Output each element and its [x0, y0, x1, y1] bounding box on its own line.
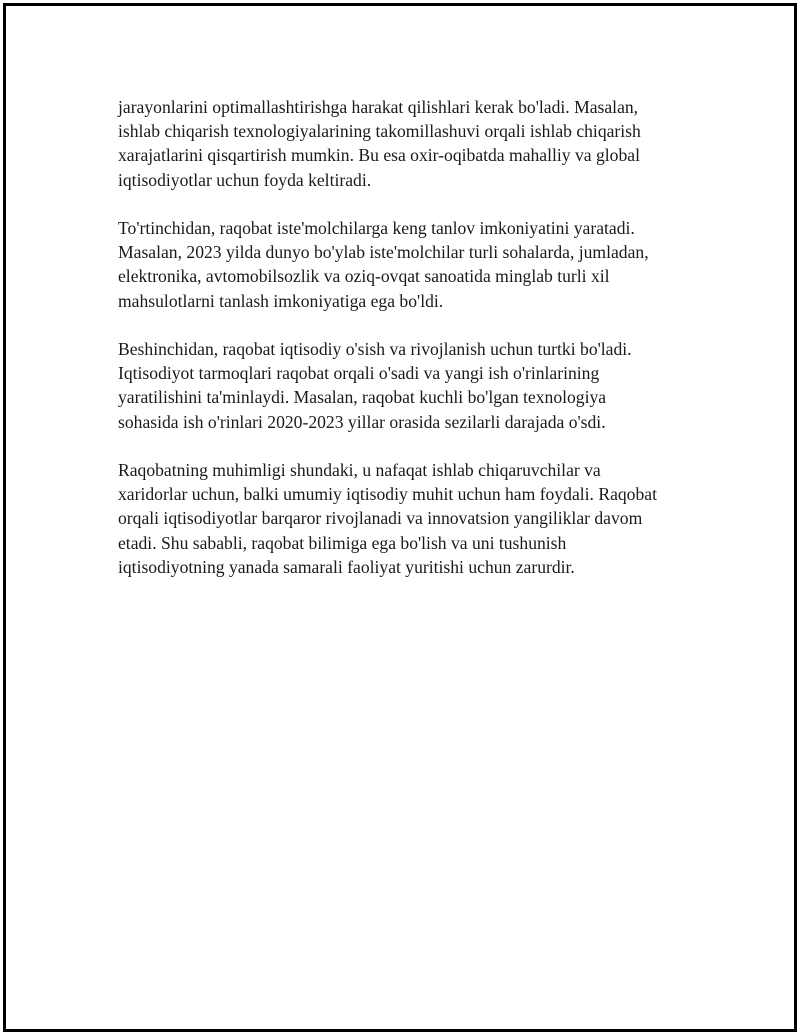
text-line: xaridorlar uchun, balki umumiy iqtisodiy muhit uchun ham foydali. Raqobat	[118, 484, 657, 505]
text-line: iqtisodiyotning yanada samarali faoliyat yuritishi uchun zarurdir.	[118, 556, 575, 577]
text-line: Iqtisodiyot tarmoqlari raqobat orqali o'sadi va yangi ish o'rinlarining	[118, 363, 600, 384]
text-line: ishlab chiqarish texnologiyalarining takomillashuvi orqali ishlab chiqarish	[118, 121, 641, 142]
text-line: orqali iqtisodiyotlar barqaror rivojlanadi va innovatsion yangiliklar davom	[118, 508, 643, 529]
text-line: mahsulotlarni tanlash imkoniyatiga ega bo'ldi.	[118, 290, 444, 311]
text-line: sohasida ish o'rinlari 2020-2023 yillar orasida sezilarli darajada o'sdi.	[118, 411, 606, 432]
paragraph	[118, 95, 708, 192]
text-line: yaratilishini ta'minlaydi. Masalan, raqobat kuchli bo'lgan texnologiya	[118, 387, 607, 408]
text-line: To'rtinchidan, raqobat iste'molchilarga keng tanlov imkoniyatini yaratadi.	[118, 218, 635, 238]
text-line: iqtisodiyotlar uchun foyda keltiradi.	[118, 169, 372, 190]
paragraph	[118, 337, 708, 434]
paragraph	[118, 458, 708, 579]
document-body	[118, 95, 708, 603]
text-line: Beshinchidan, raqobat iqtisodiy o'sish va rivojlanish uchun turtki bo'ladi.	[118, 339, 632, 359]
text-line: Masalan, 2023 yilda dunyo bo'ylab iste'molchilar turli sohalarda, jumladan,	[118, 242, 649, 263]
text-line: Raqobatning muhimligi shundaki, u nafaqat ishlab chiqaruvchilar va	[118, 460, 601, 480]
text-line: elektronika, avtomobilsozlik va oziq-ovqat sanoatida minglab turli xil	[118, 266, 610, 287]
text-line: etadi. Shu sababli, raqobat bilimiga ega bo'lish va uni tushunish	[118, 532, 567, 553]
paragraph	[118, 216, 708, 313]
text-line: jarayonlarini optimallashtirishga harakat qilishlari kerak bo'ladi. Masalan,	[118, 97, 639, 117]
text-line: xarajatlarini qisqartirish mumkin. Bu esa oxir-oqibatda mahalliy va global	[118, 145, 640, 166]
